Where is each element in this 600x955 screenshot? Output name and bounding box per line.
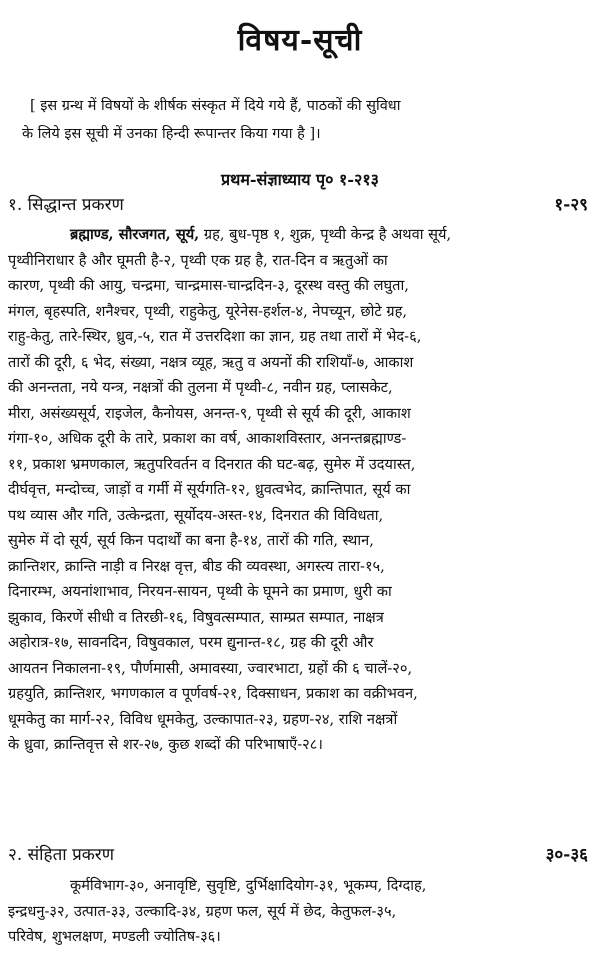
contents-line: मीरा, असंख्यसूर्य, राइजेल, कैनोयस, अनन्त-९, पृथ्वी से सूर्य की दूरी, आकाश [8, 404, 411, 422]
page-title: विषय-सूची [237, 23, 363, 58]
contents-line: पृथ्वीनिराधार है और घूमती है-२, पृथ्वी एक ग्रह है, रात-दिन व ऋतुओं का [8, 251, 388, 269]
contents-line: मंगल, बृहस्पति, शनैश्चर, पृथ्वी, राहुकेतु, यूरेनेस-हर्शल-४, नेपच्यून, छोटे ग्रह, [8, 302, 408, 320]
contents-line: गंगा-१०, अधिक दूरी के तारे, प्रकाश का वर्ष, आकाशविस्तार, अनन्तब्रह्माण्ड- [8, 430, 407, 447]
contents-line [8, 222, 588, 248]
section-heading-samhita [8, 842, 592, 868]
contents-line: तारों की दूरी, ६ भेद, संख्या, नक्षत्र व्यूह, ऋतु व अयनों की राशियाँ-७, आकाश [8, 353, 414, 371]
contents-line: दिनारम्भ, अयनांशाभाव, निरयन-सायन, पृथ्वी के घूमने का प्रमाण, धुरी का [8, 583, 392, 600]
contents-line: पथ व्यास और गति, उत्केन्द्रता, सूर्योदय-अस्त-१४, दिनरात की विविधता, [8, 506, 384, 524]
contents-line: ११, प्रकाश भ्रमणकाल, ऋतुपरिवर्तन व दिनरात की घट-बढ़, सुमेरु में उदयास्त, [8, 455, 416, 473]
contents-line: इन्द्रधनु-३२, उत्पात-३३, उल्कादि-३४, ग्रहण फल, सूर्य में छेद, केतुफल-३५, [8, 902, 397, 920]
contents-line-bold: ब्रह्माण्ड, सौरजगत, सूर्य, [70, 226, 200, 243]
contents-line: आयतन निकालना-१९, पौर्णमासी, अमावस्या, ज्वारभाटा, ग्रहों की ६ चालें-२०, [8, 659, 413, 677]
intro-note [22, 92, 582, 148]
contents-line: सुमेरु में दो सूर्य, सूर्य किन पदार्थों का बना है-१४, तारों की गति, स्थान, [8, 532, 374, 549]
section-title: २. संहिता प्रकरण [8, 845, 115, 865]
contents-line: अहोरात्र-१७, सावनदिन, विषुवकाल, परम द्युनान्त-१८, ग्रह की दूरी और [8, 634, 374, 651]
section-page-range: १-२९ [554, 195, 588, 215]
contents-line: राहु-केतु, तारे-स्थिर, ध्रुव,-५, रात में उत्तरदिशा का ज्ञान, ग्रह तथा तारों में भेद-६, [8, 328, 422, 345]
part-heading: प्रथम-संज्ञाध्याय पृ० १-२१३ [221, 170, 379, 189]
section-heading-siddhanta [8, 192, 592, 218]
contents-line: क्रान्तिशर, क्रान्ति नाड़ी व निरक्ष वृत्त, बीड की व्यवस्था, अगस्त्य तारा-१५, [8, 557, 385, 575]
section-contents-samhita [8, 873, 588, 950]
contents-line: कारण, पृथ्वी की आयु, चन्द्रमा, चान्द्रमास-चान्द्रदिन-३, दूरस्थ वस्तु की लघुता, [8, 277, 409, 294]
contents-line: कूर्मविभाग-३०, अनावृष्टि, सुवृष्टि, दुर्भिक्षादियोग-३१, भूकम्प, दिग्दाह, [70, 877, 427, 894]
contents-line-rest: ग्रह, बुध-पृष्ठ १, शुक्र, पृथ्वी केन्द्र है अथवा सूर्य, [199, 226, 452, 243]
contents-line: के ध्रुवा, क्रान्तिवृत्त से शर-२७, कुछ शब्दों की परिभाषाएँ-२८। [8, 736, 323, 753]
intro-line-2: के लिये इस सूची में उनका हिन्दी रूपान्तर किया गया है ]। [22, 126, 321, 142]
intro-line-1: [ इस ग्रन्थ में विषयों के शीर्षक संस्कृत में दिये गये हैं, पाठकों की सुविधा [30, 98, 401, 114]
contents-line: दीर्घवृत्त, मन्दोच्च, जाड़ों व गर्मी में सूर्यगति-१२, ध्रुवत्वभेद, क्रान्तिपात, सूर्य का [8, 481, 411, 498]
contents-line: धूमकेतु का मार्ग-२२, विविध धूमकेतु, उल्कापात-२३, ग्रहण-२४, राशि नक्षत्रों [8, 710, 398, 728]
contents-line: झुकाव, किरणें सीधी व तिरछी-१६, विषुवत्सम्पात, साम्प्रत सम्पात, नाक्षत्र [8, 608, 384, 626]
section-page-range: ३०-३६ [545, 845, 588, 865]
contents-line: की अनन्तता, नये यन्त्र, नक्षत्रों की तुलना में पृथ्वी-८, नवीन ग्रह, प्लासकेट, [8, 379, 393, 396]
section-contents-siddhanta [8, 222, 588, 758]
contents-line: परिवेष, शुभलक्षण, मण्डली ज्योतिष-३६। [8, 928, 221, 945]
section-title: १. सिद्धान्त प्रकरण [8, 195, 124, 215]
contents-line: ग्रहयुति, क्रान्तिशर, भगणकाल व पूर्णवर्ष-२१, दिक्साधन, प्रकाश का वक्रीभवन, [8, 685, 418, 702]
